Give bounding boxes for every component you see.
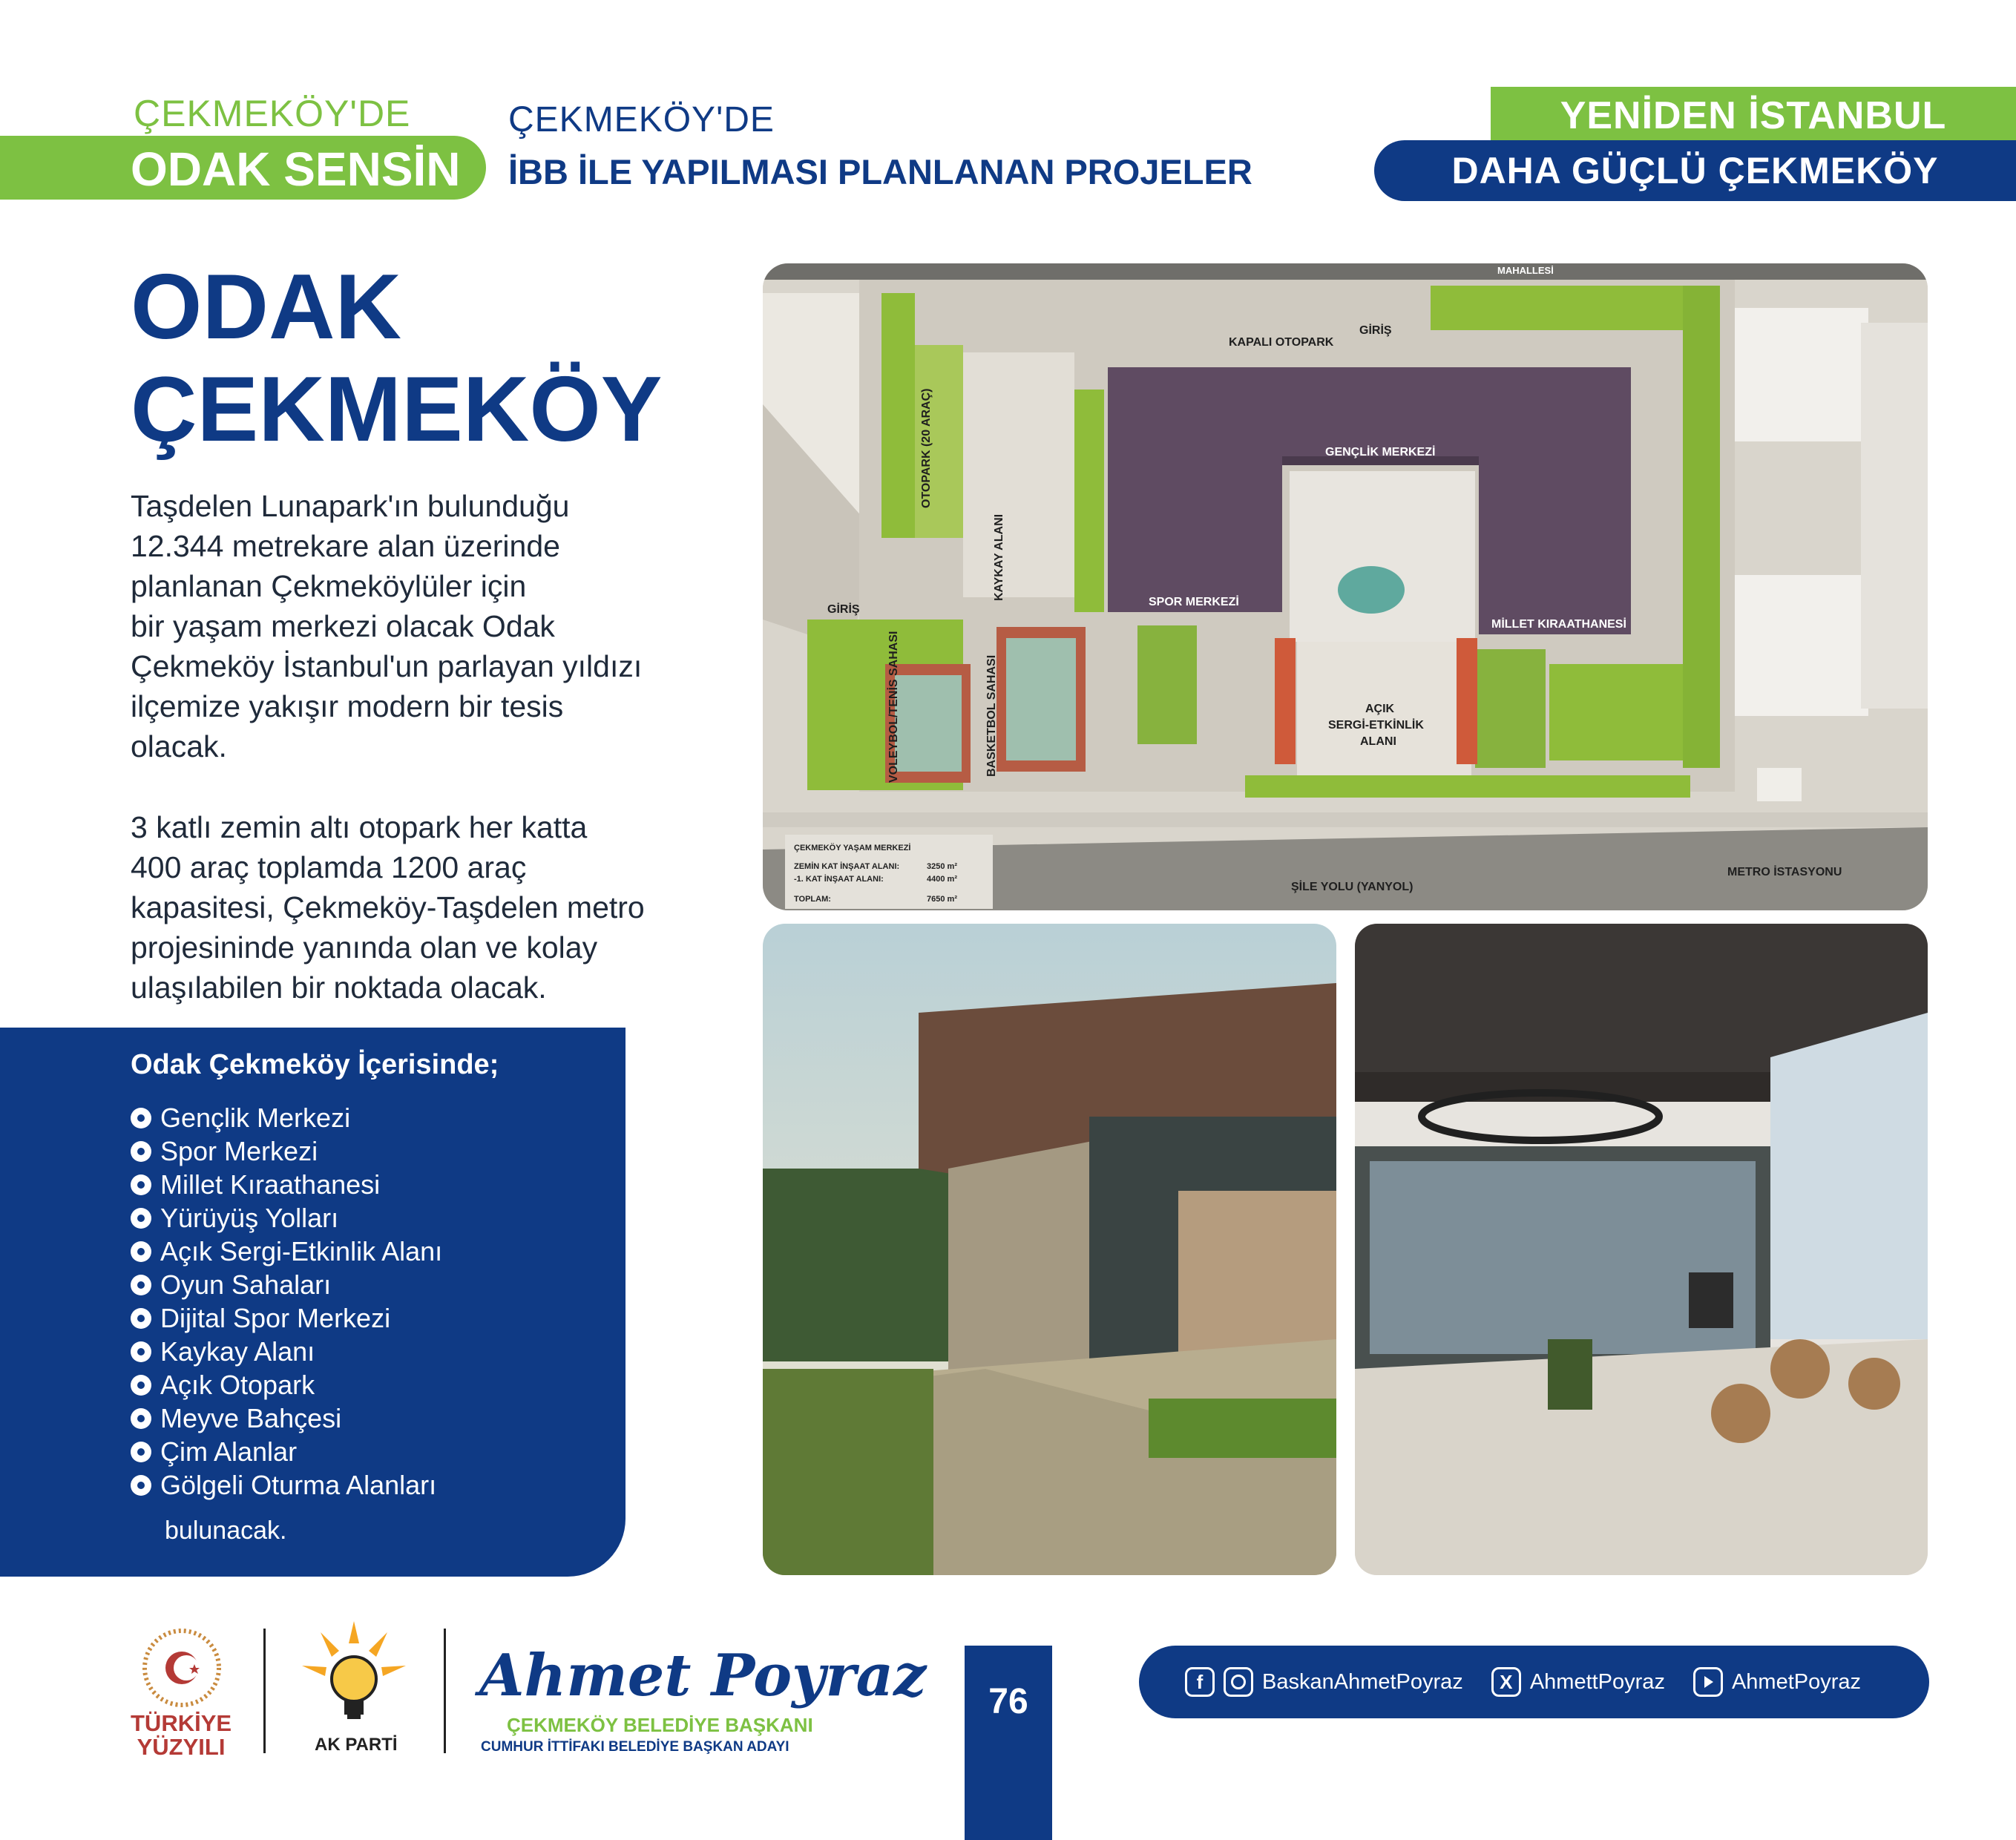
bullet-icon — [131, 1174, 151, 1195]
plan-table-row — [794, 873, 957, 886]
plan-table-value: 7650 m² — [927, 895, 957, 904]
feature-label: Çim Alanlar — [160, 1436, 298, 1467]
site-plan-image — [763, 263, 1928, 910]
features-heading: Odak Çekmeköy İçerisinde; — [131, 1049, 499, 1080]
plan-label-metro: METRO İSTASYONU — [1727, 866, 1842, 878]
feature-item — [131, 1335, 442, 1368]
header-left-subtitle: ÇEKMEKÖY'DE — [134, 93, 411, 134]
feature-item — [131, 1168, 442, 1201]
intro-line: olacak. — [131, 729, 227, 763]
turkiye-line-1: TÜRKİYE — [131, 1710, 232, 1736]
page-title-line-2: ÇEKMEKÖY — [131, 358, 663, 461]
bullet-icon — [131, 1141, 151, 1162]
parking-line: 3 katlı zemin altı otopark her katta — [131, 810, 588, 844]
exterior-render-image — [763, 924, 1336, 1575]
bullet-icon — [131, 1375, 151, 1396]
plan-label-genclik: GENÇLİK MERKEZİ — [1325, 446, 1436, 459]
parking-line: ulaşılabilen bir noktada olacak. — [131, 970, 547, 1005]
feature-item — [131, 1402, 442, 1435]
ak-parti-label: AK PARTİ — [315, 1735, 398, 1755]
feature-label: Gençlik Merkezi — [160, 1102, 351, 1133]
parking-line: 400 araç toplamda 1200 araç — [131, 850, 527, 884]
signature-text: Ahmet Poyraz — [479, 1642, 927, 1709]
social-x[interactable] — [1491, 1667, 1665, 1697]
header-left-title: ODAK SENSİN — [131, 142, 461, 196]
feature-item — [131, 1368, 442, 1402]
feature-label: Kaykay Alanı — [160, 1335, 315, 1367]
header-mid-title: İBB İLE YAPILMASI PLANLANAN PROJELER — [508, 152, 1252, 191]
plan-table-row — [794, 861, 957, 873]
features-list — [131, 1101, 442, 1502]
bullet-icon — [131, 1208, 151, 1229]
intro-line: Taşdelen Lunapark'ın bulunduğu — [131, 489, 570, 523]
plan-label-acik-2: SERGİ-ETKİNLİK — [1328, 719, 1424, 732]
intro-line: ilçemize yakışır modern bir tesis — [131, 689, 564, 723]
bullet-icon — [131, 1442, 151, 1462]
intro-line: planlanan Çekmeköylüler için — [131, 569, 527, 603]
plan-label-giris-top: GİRİŞ — [1359, 324, 1392, 337]
facebook-icon: f — [1185, 1667, 1215, 1697]
plan-label-spor: SPOR MERKEZİ — [1149, 596, 1239, 608]
plan-label-voleybol: VOLEYBOL/TENİS SAHASI — [887, 631, 900, 783]
feature-label: Gölgeli Oturma Alanları — [160, 1469, 437, 1500]
turkiye-yuzyili-logo-icon — [142, 1629, 221, 1707]
plan-table-row — [794, 893, 957, 906]
intro-paragraph — [131, 486, 724, 766]
site-plan-drawing — [763, 263, 1928, 910]
plan-label-acik-3: ALANI — [1360, 735, 1396, 748]
header-slogan-green: YENİDEN İSTANBUL — [1491, 87, 2016, 144]
feature-item — [131, 1101, 442, 1134]
social-handle: AhmetPoyraz — [1731, 1669, 1862, 1694]
feature-label: Açık Sergi-Etkinlik Alanı — [160, 1235, 443, 1266]
feature-item — [131, 1468, 442, 1502]
social-facebook-instagram[interactable] — [1185, 1667, 1463, 1697]
footer-divider — [444, 1629, 446, 1753]
plan-table-label: ZEMİN KAT İNŞAAT ALANI: — [794, 862, 900, 871]
feature-label: Yürüyüş Yolları — [160, 1202, 339, 1233]
bullet-icon — [131, 1408, 151, 1429]
feature-label: Spor Merkezi — [160, 1135, 318, 1166]
feature-item — [131, 1301, 442, 1335]
feature-label: Açık Otopark — [160, 1369, 315, 1400]
feature-label: Dijital Spor Merkezi — [160, 1302, 391, 1333]
feature-item — [131, 1235, 442, 1268]
ak-parti-bulb-icon — [298, 1621, 410, 1732]
feature-label: Meyve Bahçesi — [160, 1402, 342, 1433]
intro-line: Çekmeköy İstanbul'un parlayan yıldızı — [131, 649, 643, 683]
social-bar — [1139, 1646, 1929, 1718]
plan-label-basketbol: BASKETBOL SAHASI — [985, 654, 998, 777]
feature-item — [131, 1268, 442, 1301]
plan-area-table — [794, 842, 957, 906]
feature-label: Oyun Sahaları — [160, 1269, 332, 1300]
interior-render-image — [1355, 924, 1928, 1575]
plan-table-value: 3250 m² — [927, 862, 957, 871]
plan-label-giris-left: GİRİŞ — [827, 603, 860, 616]
social-handle: AhmettPoyraz — [1529, 1669, 1665, 1694]
plan-table-label: -1. KAT İNŞAAT ALANI: — [794, 875, 884, 884]
turkiye-line-2: YÜZYILI — [137, 1734, 226, 1760]
bullet-icon — [131, 1241, 151, 1262]
social-youtube[interactable] — [1693, 1667, 1861, 1697]
youtube-icon — [1693, 1667, 1723, 1697]
plan-label-millet: MİLLET KIRAATHANESİ — [1491, 618, 1626, 631]
plan-label-sile-yolu: ŞİLE YOLU (YANYOL) — [1291, 881, 1414, 893]
plan-table-value: 4400 m² — [927, 875, 957, 884]
plan-table-title: ÇEKMEKÖY YAŞAM MERKEZİ — [794, 844, 911, 852]
bullet-icon — [131, 1275, 151, 1295]
header-mid-subtitle: ÇEKMEKÖY'DE — [508, 100, 775, 139]
candidate-title: CUMHUR İTTİFAKI BELEDİYE BAŞKAN ADAYI — [481, 1739, 789, 1755]
social-handle: BaskanAhmetPoyraz — [1262, 1669, 1463, 1694]
feature-item — [131, 1201, 442, 1235]
mayor-title: ÇEKMEKÖY BELEDİYE BAŞKANI — [507, 1714, 813, 1736]
feature-label: Millet Kıraathanesi — [160, 1169, 381, 1200]
plan-label-otopark: OTOPARK (20 ARAÇ) — [920, 388, 933, 508]
parking-line: kapasitesi, Çekmeköy-Taşdelen metro — [131, 890, 645, 924]
turkiye-yuzyili-text — [131, 1712, 232, 1759]
page-title-line-1: ODAK — [131, 256, 402, 358]
bullet-icon — [131, 1108, 151, 1128]
parking-paragraph — [131, 807, 724, 1008]
page-number: 76 — [965, 1646, 1052, 1840]
header-slogan-blue: DAHA GÜÇLÜ ÇEKMEKÖY — [1374, 140, 2016, 201]
plan-label-kaykay: KAYKAY ALANI — [993, 513, 1005, 601]
feature-item — [131, 1134, 442, 1168]
x-icon: X — [1491, 1667, 1521, 1697]
plan-label-acik-1: AÇIK — [1365, 703, 1395, 715]
features-footer: bulunacak. — [165, 1517, 287, 1545]
bullet-icon — [131, 1341, 151, 1362]
plan-table-label: TOPLAM: — [794, 895, 831, 904]
bullet-icon — [131, 1475, 151, 1496]
page-title — [131, 256, 663, 461]
footer-divider — [263, 1629, 266, 1753]
plan-label-kapali-otopark: KAPALI OTOPARK — [1229, 336, 1334, 349]
bullet-icon — [131, 1308, 151, 1329]
instagram-icon — [1224, 1667, 1253, 1697]
intro-line: 12.344 metrekare alan üzerinde — [131, 529, 560, 563]
parking-line: projesininde yanında olan ve kolay — [131, 930, 598, 965]
intro-line: bir yaşam merkezi olacak Odak — [131, 609, 555, 643]
feature-item — [131, 1435, 442, 1468]
plan-label-mahallesi: MAHALLESİ — [1497, 265, 1554, 276]
